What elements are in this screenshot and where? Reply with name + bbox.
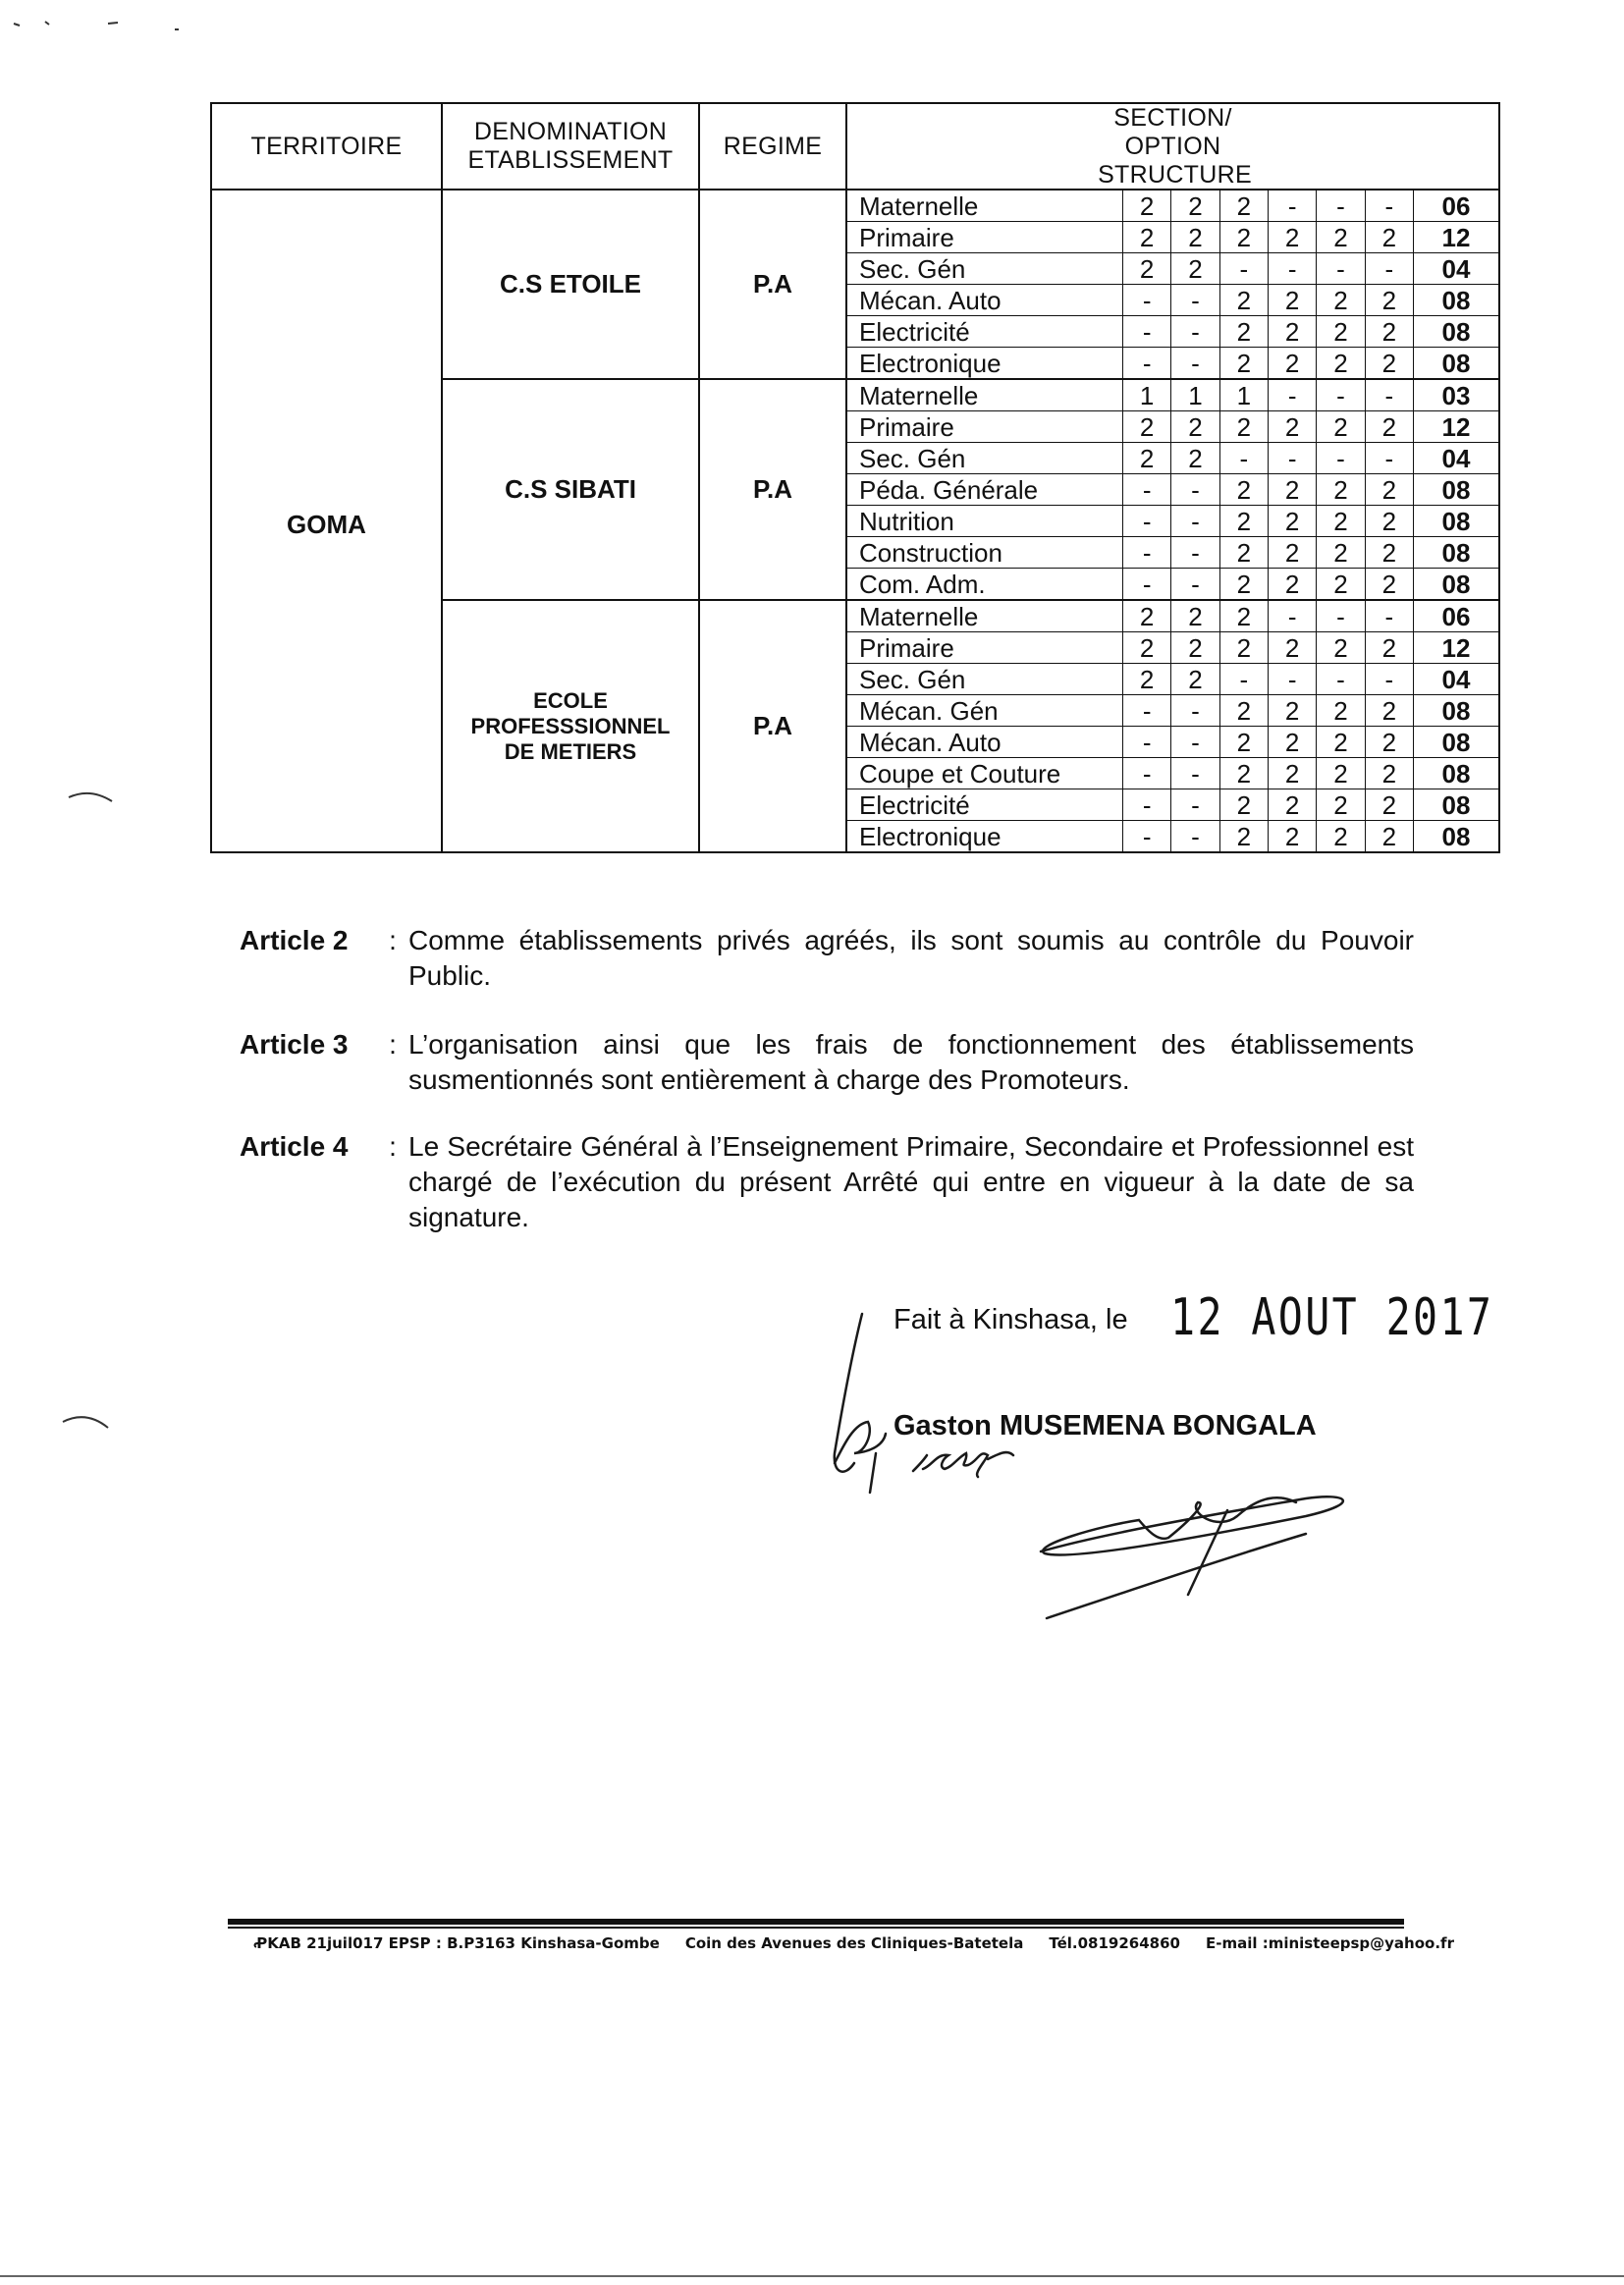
class-count-cell: -: [1123, 695, 1171, 727]
option-row: [847, 253, 1498, 285]
regime-cell: P.A: [699, 600, 846, 852]
class-count-cell: 2: [1317, 821, 1365, 852]
article-colon: :: [389, 925, 397, 955]
class-count-cell: -: [1171, 758, 1219, 789]
class-count-cell: 2: [1268, 789, 1316, 821]
options-group: [846, 190, 1499, 379]
class-count-cell: 2: [1268, 727, 1316, 758]
options-group: [846, 600, 1499, 852]
option-label: Sec. Gén: [847, 253, 1123, 285]
class-count-cell: 1: [1219, 380, 1268, 411]
establishment-name-line: C.S SIBATI: [505, 474, 636, 505]
option-row: [847, 348, 1498, 379]
table-header-row: [211, 103, 1499, 190]
class-count-cell: 2: [1171, 664, 1219, 695]
class-count-cell: -: [1123, 821, 1171, 852]
class-count-cell: -: [1365, 601, 1413, 632]
total-cell: 08: [1414, 569, 1499, 600]
date-stamp: 12 AOUT 2017: [1170, 1288, 1494, 1347]
class-count-cell: -: [1268, 253, 1316, 285]
option-row: [847, 316, 1498, 348]
option-row: [847, 727, 1498, 758]
class-count-cell: -: [1219, 664, 1268, 695]
regime-cell: P.A: [699, 379, 846, 600]
class-count-cell: -: [1365, 443, 1413, 474]
option-row: [847, 380, 1498, 411]
class-count-cell: 2: [1365, 348, 1413, 379]
option-label: Electronique: [847, 348, 1123, 379]
option-label: Mécan. Gén: [847, 695, 1123, 727]
class-count-cell: 2: [1268, 632, 1316, 664]
class-count-cell: 2: [1123, 601, 1171, 632]
regime-cell: P.A: [699, 190, 846, 379]
handwritten-signature: [815, 1306, 1424, 1640]
class-count-cell: 2: [1317, 411, 1365, 443]
header-denomination: [442, 103, 699, 190]
class-count-cell: 2: [1171, 253, 1219, 285]
class-count-cell: 2: [1317, 474, 1365, 506]
class-count-cell: 2: [1219, 411, 1268, 443]
class-count-cell: -: [1365, 664, 1413, 695]
class-count-cell: -: [1123, 789, 1171, 821]
class-count-cell: -: [1268, 443, 1316, 474]
class-count-cell: -: [1317, 380, 1365, 411]
class-count-cell: -: [1171, 821, 1219, 852]
options-group: [846, 379, 1499, 600]
article-colon: :: [389, 1029, 397, 1060]
option-label: Maternelle: [847, 601, 1123, 632]
class-count-cell: 1: [1171, 380, 1219, 411]
table-body: [211, 190, 1499, 852]
option-label: Primaire: [847, 632, 1123, 664]
class-count-cell: 2: [1219, 695, 1268, 727]
class-count-cell: -: [1317, 601, 1365, 632]
class-count-cell: 2: [1365, 789, 1413, 821]
class-count-cell: 2: [1268, 821, 1316, 852]
article-2: [240, 923, 1414, 994]
option-row: [847, 632, 1498, 664]
total-cell: 08: [1414, 537, 1499, 569]
class-count-cell: 2: [1219, 222, 1268, 253]
class-count-cell: -: [1317, 664, 1365, 695]
article-label: Article 2: [240, 925, 349, 955]
header-structure: STRUCTURE: [1098, 160, 1252, 189]
option-row: [847, 601, 1498, 632]
class-count-cell: 2: [1317, 727, 1365, 758]
paraph-stroke: [835, 1314, 862, 1472]
class-count-cell: -: [1123, 506, 1171, 537]
class-count-cell: -: [1171, 348, 1219, 379]
total-cell: 08: [1414, 348, 1499, 379]
class-count-cell: 2: [1365, 316, 1413, 348]
total-cell: 08: [1414, 474, 1499, 506]
article-text: Comme établissements privés agréés, ils sont soumis au contrôle du Pouvoir Public.: [408, 925, 1414, 991]
option-label: Péda. Générale: [847, 474, 1123, 506]
territoire-cell: GOMA: [211, 190, 442, 852]
class-count-cell: 2: [1365, 222, 1413, 253]
option-label: Maternelle: [847, 380, 1123, 411]
class-count-cell: 2: [1219, 506, 1268, 537]
class-count-cell: 2: [1123, 443, 1171, 474]
total-cell: 08: [1414, 789, 1499, 821]
total-cell: 04: [1414, 253, 1499, 285]
structure-table-container: [210, 102, 1498, 853]
total-cell: 08: [1414, 758, 1499, 789]
class-count-cell: 2: [1365, 474, 1413, 506]
class-count-cell: 2: [1123, 632, 1171, 664]
class-count-cell: 2: [1317, 695, 1365, 727]
class-count-cell: 2: [1365, 285, 1413, 316]
class-count-cell: 2: [1268, 758, 1316, 789]
paraph-initials: [835, 1422, 886, 1493]
option-row: [847, 506, 1498, 537]
class-count-cell: 2: [1268, 285, 1316, 316]
class-count-cell: 2: [1268, 506, 1316, 537]
class-count-cell: -: [1123, 727, 1171, 758]
class-count-cell: 2: [1219, 316, 1268, 348]
total-cell: 04: [1414, 664, 1499, 695]
article-colon: :: [389, 1131, 397, 1162]
class-count-cell: 2: [1219, 632, 1268, 664]
class-count-cell: -: [1171, 316, 1219, 348]
option-row: [847, 285, 1498, 316]
class-count-cell: 2: [1365, 537, 1413, 569]
class-count-cell: 2: [1268, 474, 1316, 506]
options-table: [847, 380, 1498, 599]
class-count-cell: 2: [1365, 758, 1413, 789]
class-count-cell: 2: [1123, 190, 1171, 222]
class-count-cell: 2: [1268, 569, 1316, 600]
total-cell: 04: [1414, 443, 1499, 474]
class-count-cell: 2: [1123, 253, 1171, 285]
class-count-cell: 2: [1171, 222, 1219, 253]
class-count-cell: -: [1317, 443, 1365, 474]
class-count-cell: -: [1123, 285, 1171, 316]
class-count-cell: 2: [1365, 821, 1413, 852]
class-count-cell: 2: [1317, 569, 1365, 600]
option-row: [847, 664, 1498, 695]
option-row: [847, 443, 1498, 474]
option-row: [847, 695, 1498, 727]
article-text: Le Secrétaire Général à l’Enseignement Primaire, Secondaire et Professionnel est chargé de l’exécution du présent Arrêté qui entre en vigueur à la date de sa signature.: [408, 1131, 1414, 1232]
class-count-cell: 2: [1123, 222, 1171, 253]
total-cell: 08: [1414, 727, 1499, 758]
class-count-cell: -: [1123, 474, 1171, 506]
total-cell: 12: [1414, 632, 1499, 664]
establishment-name: [442, 379, 699, 600]
class-count-cell: -: [1317, 190, 1365, 222]
option-label: Construction: [847, 537, 1123, 569]
options-table: [847, 601, 1498, 851]
class-count-cell: 2: [1268, 695, 1316, 727]
option-label: Com. Adm.: [847, 569, 1123, 600]
class-count-cell: 2: [1317, 789, 1365, 821]
class-count-cell: -: [1123, 316, 1171, 348]
class-count-cell: 2: [1219, 537, 1268, 569]
class-count-cell: -: [1171, 727, 1219, 758]
class-count-cell: 2: [1123, 411, 1171, 443]
class-count-cell: -: [1268, 190, 1316, 222]
header-section-option: [846, 103, 1499, 190]
option-row: [847, 190, 1498, 222]
option-row: [847, 537, 1498, 569]
class-count-cell: -: [1123, 569, 1171, 600]
class-count-cell: -: [1171, 537, 1219, 569]
establishment-name: [442, 600, 699, 852]
option-row: [847, 222, 1498, 253]
signatory-name: Gaston MUSEMENA BONGALA: [893, 1410, 1317, 1442]
article-label: Article 3: [240, 1029, 349, 1060]
class-count-cell: -: [1365, 190, 1413, 222]
class-count-cell: -: [1171, 569, 1219, 600]
footer-rule-thick: [228, 1919, 1404, 1925]
footer-phone: Tél.0819264860: [1049, 1934, 1180, 1952]
footer-address: Coin des Avenues des Cliniques-Batetela: [684, 1934, 1024, 1952]
class-count-cell: 2: [1317, 222, 1365, 253]
header-territoire: TERRITOIRE: [211, 103, 442, 190]
signature-place: Fait à Kinshasa, le: [893, 1304, 1128, 1335]
total-cell: 12: [1414, 222, 1499, 253]
class-count-cell: 2: [1171, 632, 1219, 664]
class-count-cell: -: [1123, 537, 1171, 569]
class-count-cell: 2: [1219, 601, 1268, 632]
option-row: [847, 569, 1498, 600]
header-regime: REGIME: [699, 103, 846, 190]
header-denomination-line2: ETABLISSEMENT: [467, 146, 674, 175]
class-count-cell: -: [1123, 348, 1171, 379]
establishment-name-line: PROFESSSIONNEL: [470, 713, 671, 738]
class-count-cell: -: [1171, 474, 1219, 506]
class-count-cell: -: [1171, 695, 1219, 727]
header-section-line2: OPTION: [1124, 132, 1221, 160]
class-count-cell: -: [1365, 253, 1413, 285]
total-cell: 08: [1414, 506, 1499, 537]
footer: [253, 1934, 1454, 1952]
class-count-cell: 2: [1219, 758, 1268, 789]
option-label: Mécan. Auto: [847, 285, 1123, 316]
option-label: Sec. Gén: [847, 664, 1123, 695]
article-3: [240, 1027, 1414, 1098]
option-label: Sec. Gén: [847, 443, 1123, 474]
establishment-row: [211, 190, 1499, 379]
class-count-cell: 2: [1365, 727, 1413, 758]
class-count-cell: -: [1317, 253, 1365, 285]
establishment-name-line: ECOLE: [533, 687, 608, 713]
class-count-cell: 2: [1123, 664, 1171, 695]
class-count-cell: 2: [1268, 222, 1316, 253]
footer-ref: ꝒKAB 21juil017 EPSP : B.P3163 Kinshasa-Gombe: [253, 1934, 660, 1952]
option-row: [847, 411, 1498, 443]
class-count-cell: 2: [1171, 601, 1219, 632]
class-count-cell: -: [1268, 664, 1316, 695]
establishment-name-line: DE METIERS: [504, 738, 637, 764]
class-count-cell: 2: [1317, 537, 1365, 569]
signature-underline: [1047, 1534, 1306, 1618]
class-count-cell: 2: [1268, 348, 1316, 379]
establishment-name: [442, 190, 699, 379]
footer-email: E-mail :ministeepsp@yahoo.fr: [1205, 1934, 1454, 1952]
class-count-cell: -: [1171, 789, 1219, 821]
class-count-cell: -: [1365, 380, 1413, 411]
option-label: Maternelle: [847, 190, 1123, 222]
header-denomination-line1: DENOMINATION: [473, 118, 668, 146]
class-count-cell: 2: [1317, 758, 1365, 789]
total-cell: 06: [1414, 190, 1499, 222]
option-row: [847, 758, 1498, 789]
option-label: Electricité: [847, 789, 1123, 821]
class-count-cell: 2: [1171, 190, 1219, 222]
options-table: [847, 190, 1498, 378]
class-count-cell: 2: [1317, 285, 1365, 316]
class-count-cell: 2: [1219, 727, 1268, 758]
class-count-cell: 2: [1219, 569, 1268, 600]
article-4: [240, 1129, 1414, 1235]
header-section-line1: SECTION/: [1113, 104, 1232, 132]
class-count-cell: -: [1219, 443, 1268, 474]
class-count-cell: 2: [1317, 632, 1365, 664]
signature-loop: [1041, 1496, 1343, 1554]
option-row: [847, 474, 1498, 506]
class-count-cell: -: [1268, 601, 1316, 632]
class-count-cell: 2: [1268, 411, 1316, 443]
class-count-cell: 2: [1268, 316, 1316, 348]
class-count-cell: -: [1268, 380, 1316, 411]
total-cell: 03: [1414, 380, 1499, 411]
option-row: [847, 821, 1498, 852]
class-count-cell: -: [1123, 758, 1171, 789]
class-count-cell: 2: [1219, 348, 1268, 379]
total-cell: 06: [1414, 601, 1499, 632]
signature-slash: [1188, 1510, 1227, 1595]
class-count-cell: 2: [1219, 285, 1268, 316]
class-count-cell: 2: [1219, 821, 1268, 852]
footer-rule-thin: [228, 1927, 1404, 1929]
option-label: Primaire: [847, 222, 1123, 253]
article-text: L’organisation ainsi que les frais de fonctionnement des établissements susmentionnés sont entièrement à charge des Promoteurs.: [408, 1029, 1414, 1095]
class-count-cell: 2: [1268, 537, 1316, 569]
class-count-cell: 2: [1219, 789, 1268, 821]
structure-table: [210, 102, 1500, 853]
class-count-cell: 2: [1317, 506, 1365, 537]
total-cell: 08: [1414, 285, 1499, 316]
class-count-cell: 2: [1365, 506, 1413, 537]
option-label: Electronique: [847, 821, 1123, 852]
class-count-cell: 2: [1365, 695, 1413, 727]
class-count-cell: -: [1219, 253, 1268, 285]
class-count-cell: 2: [1219, 190, 1268, 222]
option-label: Mécan. Auto: [847, 727, 1123, 758]
option-label: Nutrition: [847, 506, 1123, 537]
paraph-date: [913, 1452, 1013, 1477]
option-label: Coupe et Couture: [847, 758, 1123, 789]
option-row: [847, 789, 1498, 821]
class-count-cell: 2: [1171, 411, 1219, 443]
article-label: Article 4: [240, 1131, 349, 1162]
class-count-cell: -: [1171, 285, 1219, 316]
class-count-cell: 1: [1123, 380, 1171, 411]
class-count-cell: -: [1171, 506, 1219, 537]
class-count-cell: 2: [1171, 443, 1219, 474]
establishment-name-line: C.S ETOILE: [500, 269, 641, 299]
class-count-cell: 2: [1317, 348, 1365, 379]
class-count-cell: 2: [1365, 569, 1413, 600]
total-cell: 08: [1414, 316, 1499, 348]
total-cell: 12: [1414, 411, 1499, 443]
option-label: Primaire: [847, 411, 1123, 443]
total-cell: 08: [1414, 821, 1499, 852]
option-label: Electricité: [847, 316, 1123, 348]
total-cell: 08: [1414, 695, 1499, 727]
class-count-cell: 2: [1317, 316, 1365, 348]
class-count-cell: 2: [1219, 474, 1268, 506]
class-count-cell: 2: [1365, 632, 1413, 664]
class-count-cell: 2: [1365, 411, 1413, 443]
